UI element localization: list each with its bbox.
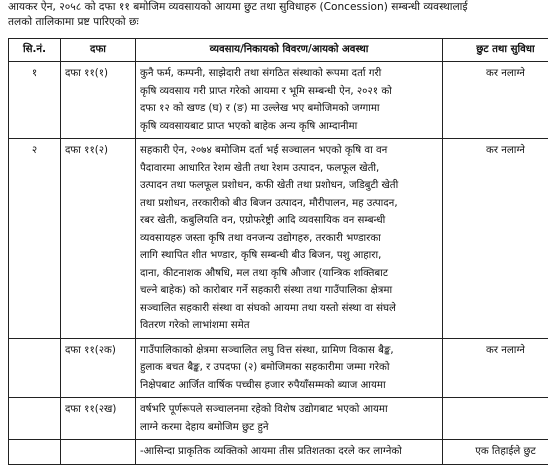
row-description <box>136 440 443 465</box>
row-serial: २ <box>9 139 61 339</box>
row-section: दफा ११(२ख) <box>61 398 136 440</box>
row-description <box>136 398 443 440</box>
description-line: हुलाक बचत बैङ्क, र उपदफा (२) बमोजिमका सहकारीमा जम्मा गरेको <box>140 359 438 377</box>
description-line: तथा प्रशोधन, तरकारीको बीउ बिजन उत्पादन, मौरीपालन, मह उत्पादन, <box>140 195 438 213</box>
row-description <box>136 139 443 339</box>
row-concession: कर नलाग्ने <box>443 139 548 339</box>
row-section: दफा ११(२क) <box>61 338 136 398</box>
description-line: वर्षभरि पूर्णरूपले सञ्चालनमा रहेको विशेष उद्योगबाट भएको आयमा <box>140 401 438 419</box>
header-description: व्यवसाय/निकायको विवरण/आयको अवस्था <box>136 39 443 62</box>
table-row <box>9 139 548 339</box>
description-line: उत्पादन तथा फलफूल प्रशोधन, कफी खेती तथा प्रशोधन, जडिबुटी खेती <box>140 177 438 195</box>
intro-paragraph <box>8 0 548 30</box>
description-line: पैदावारमा आधारित रेशम खेती तथा रेशम उत्पादन, फलफूल खेती, <box>140 160 438 178</box>
row-section: दफा ११(१) <box>61 62 136 139</box>
description-line: कुनै फर्म, कम्पनी, साझेदारी तथा संगठित संस्थाको रूपमा दर्ता गरी <box>140 65 438 83</box>
row-concession: एक तिहाईले छुट <box>443 440 548 465</box>
row-concession: कर नलाग्ने <box>443 338 548 398</box>
description-line: कृषि व्यवसायबाट प्राप्त भएको बाहेक अन्य कृषि आम्दानीमा <box>140 118 438 136</box>
table-row <box>9 62 548 139</box>
row-serial: १ <box>9 62 61 139</box>
description-line: दफा १२ को खण्ड (घ) र (ङ) मा उल्लेख भए बमोजिमको जग्गामा <box>140 100 438 118</box>
row-serial <box>9 440 61 465</box>
description-line: निक्षेपबाट आर्जित वार्षिक पच्चीस हजार रुपैयाँसम्मको ब्याज आयमा <box>140 377 438 395</box>
description-line: लाग्ने करमा देहाय बमोजिम छुट हुने <box>140 419 438 437</box>
row-concession: कर नलाग्ने <box>443 62 548 139</box>
description-line: लागि स्थापित शीत भण्डार, कृषि सम्बन्धी बीउ बिजन, पशु आहारा, <box>140 247 438 265</box>
description-line: वितरण गरेको लाभांशमा समेत <box>140 317 438 335</box>
header-serial: सि.नं. <box>9 39 61 62</box>
description-line: गाउँपालिकाको क्षेत्रमा सञ्चालित लघु वित्त संस्था, ग्रामिण विकास बैङ्क, <box>140 342 438 360</box>
intro-line-2: तलको तालिकामा प्रष्ट पारिएको छः <box>8 15 548 30</box>
description-line: सञ्चालित सहकारी संस्था वा संघको आयमा तथा यस्तो संस्था वा संघले <box>140 300 438 318</box>
row-description <box>136 62 443 139</box>
description-line: व्यवसायहरु जस्ता कृषि तथा वनजन्य उद्योगहरु, तरकारी भण्डारका <box>140 230 438 248</box>
description-line: कृषि व्यवसाय गरी प्राप्त गरेको आयमा र भूमि सम्बन्धी ऐन, २०२१ को <box>140 83 438 101</box>
table-row <box>9 440 548 465</box>
description-line: रबर खेती, कबुलियति वन, एग्रोफरेष्ट्री आदि व्यवसायिक वन सम्बन्धी <box>140 212 438 230</box>
header-section: दफा <box>61 39 136 62</box>
description-line: दाना, कीटनाशक औषधि, मल तथा कृषि औजार (यान्त्रिक शक्तिबाट <box>140 265 438 283</box>
table-row <box>9 398 548 440</box>
row-serial <box>9 398 61 440</box>
table-row <box>9 338 548 398</box>
intro-line-1: आयकर ऐन, २०५८ को दफा ११ बमोजिम व्यवसायको आयमा छुट तथा सुविधाहरु (Concession) सम्बन्धी व्यवस्थालाई <box>8 0 548 15</box>
description-line: -आसिन्दा प्राकृतिक व्यक्तिको आयमा तीस प्रतिशतका दरले कर लाग्नेको <box>140 443 438 461</box>
header-concession: छुट तथा सुविधा <box>443 39 548 62</box>
row-section: दफा ११(२) <box>61 139 136 339</box>
row-concession <box>443 398 548 440</box>
row-description <box>136 338 443 398</box>
row-section <box>61 440 136 465</box>
concession-table <box>8 38 548 465</box>
table-header-row <box>9 39 548 62</box>
row-serial <box>9 338 61 398</box>
description-line: सहकारी ऐन, २०७४ बमोजिम दर्ता भई सञ्चालन भएको कृषि वा वन <box>140 142 438 160</box>
description-line: चल्ने बाहेक) को कारोबार गर्ने सहकारी संस्था तथा गाउँपालिका क्षेत्रमा <box>140 282 438 300</box>
